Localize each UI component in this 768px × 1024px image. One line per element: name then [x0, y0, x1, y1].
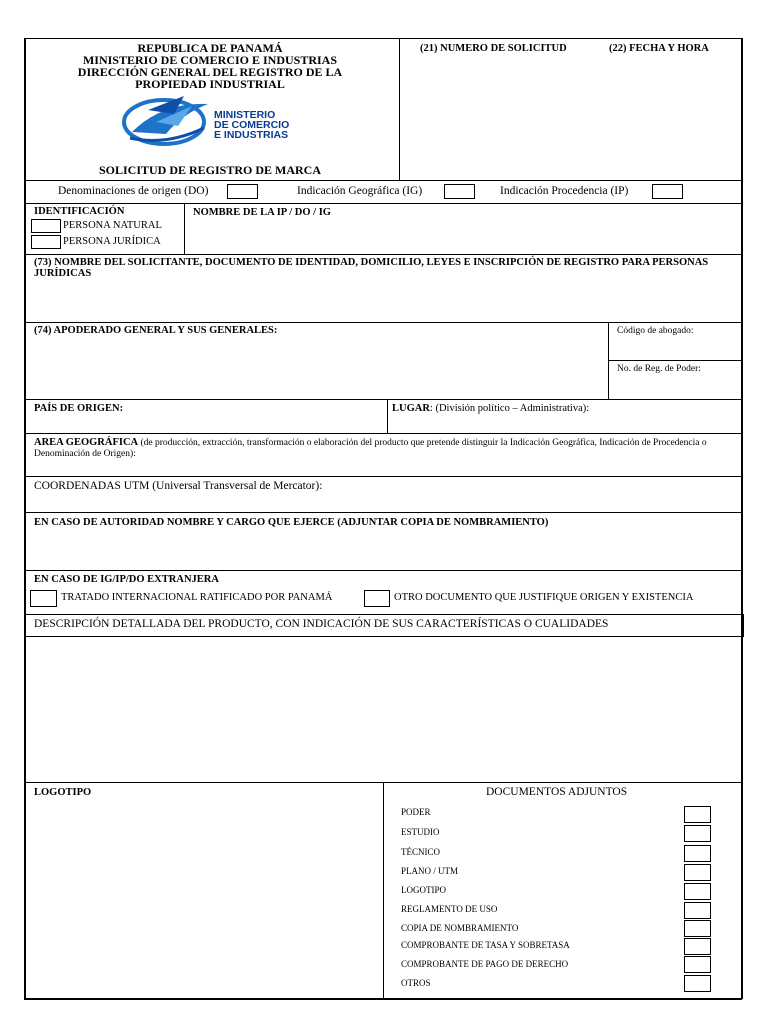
area-geografica-label: AREA GEOGRÁFICA (de producción, extracción, transformación o elaboración del producto que pretende distinguir la Indicación Geográfica, Indicación de Procedencia o Denominación de Origen):: [34, 437, 707, 459]
fecha-hora-label: (22) FECHA Y HORA: [609, 43, 709, 54]
do-label: Denominaciones de origen (DO): [58, 185, 209, 197]
apoderado-label: (74) APODERADO GENERAL Y SUS GENERALES:: [34, 325, 278, 336]
reg-poder-label: No. de Reg. de Poder:: [617, 364, 701, 374]
header-office: PROPIEDAD INDUSTRIAL: [135, 77, 285, 91]
logotipo-label: LOGOTIPO: [34, 787, 92, 798]
header-republic: REPUBLICA DE PANAMÁ: [137, 41, 283, 55]
pais-origen-label: PAÍS DE ORIGEN:: [34, 403, 124, 414]
ip-label: Indicación Procedencia (IP): [500, 185, 629, 197]
persona-natural-label: PERSONA NATURAL: [63, 220, 162, 231]
persona-natural-checkbox[interactable]: [31, 219, 61, 233]
doc-item-checkbox[interactable]: [684, 845, 711, 862]
doc-item-checkbox[interactable]: [684, 883, 711, 900]
doc-item-label: COPIA DE NOMBRAMIENTO: [401, 923, 519, 933]
ministry-logo: [122, 92, 302, 150]
doc-item-label: LOGOTIPO: [401, 885, 446, 895]
persona-juridica-checkbox[interactable]: [31, 235, 61, 249]
doc-item-label: REGLAMENTO DE USO: [401, 904, 498, 914]
doc-item-label: COMPROBANTE DE PAGO DE DERECHO: [401, 959, 569, 969]
doc-item-checkbox[interactable]: [684, 956, 711, 973]
doc-item-label: COMPROBANTE DE TASA Y SOBRETASA: [401, 940, 570, 950]
solicitante-label: (73) NOMBRE DEL SOLICITANTE, DOCUMENTO DE IDENTIDAD, DOMICILIO, LEYES E INSCRIPCIÓN DE REGISTRO PARA PERSONAS JURÍDICAS: [34, 257, 709, 279]
otro-documento-checkbox[interactable]: [364, 590, 390, 607]
do-checkbox[interactable]: [227, 184, 258, 199]
doc-item-checkbox[interactable]: [684, 975, 711, 992]
header-direction: DIRECCIÓN GENERAL DEL REGISTRO DE LA: [77, 65, 343, 79]
ig-label: Indicación Geográfica (IG): [297, 185, 423, 197]
lugar-label: LUGAR: (División político – Administrativa):: [392, 403, 590, 414]
tratado-checkbox[interactable]: [30, 590, 57, 607]
doc-item-checkbox[interactable]: [684, 864, 711, 881]
tratado-label: TRATADO INTERNACIONAL RATIFICADO POR PANAMÁ: [61, 592, 333, 603]
ig-checkbox[interactable]: [444, 184, 475, 199]
extranjera-label: EN CASO DE IG/IP/DO EXTRANJERA: [34, 574, 219, 585]
form-title: SOLICITUD DE REGISTRO DE MARCA: [98, 163, 322, 177]
header-ministry: MINISTERIO DE COMERCIO E INDUSTRIAS: [82, 53, 338, 67]
logo-text-1: MINISTERIO: [214, 109, 276, 121]
doc-item-label: TÉCNICO: [401, 847, 440, 857]
numero-solicitud-label: (21) NUMERO DE SOLICITUD: [420, 43, 567, 54]
codigo-abogado-label: Código de abogado:: [617, 326, 694, 336]
autoridad-label: EN CASO DE AUTORIDAD NOMBRE Y CARGO QUE EJERCE (ADJUNTAR COPIA DE NOMBRAMIENTO): [34, 517, 549, 528]
persona-juridica-label: PERSONA JURÍDICA: [63, 236, 161, 247]
identificacion-label: IDENTIFICACIÓN: [34, 206, 125, 217]
nombre-ip-label: NOMBRE DE LA IP / DO / IG: [193, 207, 331, 218]
doc-item-label: PLANO / UTM: [401, 866, 459, 876]
doc-item-checkbox[interactable]: [684, 825, 711, 842]
doc-item-label: OTROS: [401, 978, 431, 988]
ministry-header: [40, 42, 380, 90]
doc-item-checkbox[interactable]: [684, 902, 711, 919]
documentos-adjuntos-title: DOCUMENTOS ADJUNTOS: [486, 786, 628, 798]
coordenadas-label: COORDENADAS UTM (Universal Transversal de Mercator):: [34, 480, 323, 492]
doc-item-checkbox[interactable]: [684, 920, 711, 937]
descripcion-label: DESCRIPCIÓN DETALLADA DEL PRODUCTO, CON INDICACIÓN DE SUS CARACTERÍSTICAS O CUALIDADES: [34, 618, 609, 630]
logo-text-2: DE COMERCIO: [214, 119, 290, 131]
doc-item-checkbox[interactable]: [684, 806, 711, 823]
logo-text-3: E INDUSTRIAS: [214, 129, 289, 141]
doc-item-label: ESTUDIO: [401, 827, 440, 837]
otro-documento-label: OTRO DOCUMENTO QUE JUSTIFIQUE ORIGEN Y EXISTENCIA: [394, 592, 694, 603]
doc-item-label: PODER: [401, 807, 431, 817]
doc-item-checkbox[interactable]: [684, 938, 711, 955]
ip-checkbox[interactable]: [652, 184, 683, 199]
